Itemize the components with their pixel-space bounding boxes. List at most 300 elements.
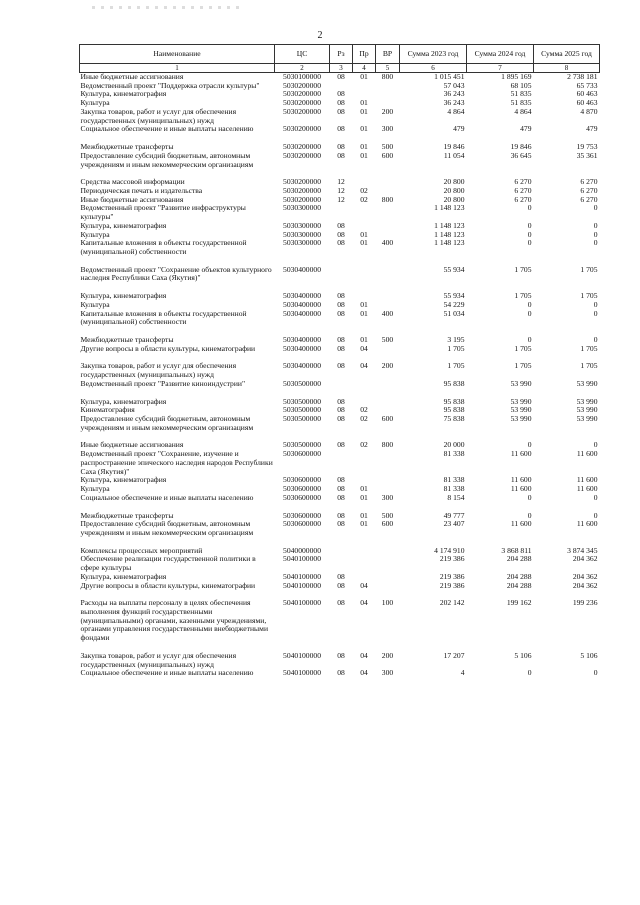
- cell-sum-2024: 0: [527, 220, 532, 230]
- cell-name: Предоставление субсидий бюджетным, автономным учреждениям и иным некоммерческим организациям: [80, 519, 254, 537]
- cell-sum-2025: 60 463: [576, 98, 598, 108]
- cell-sum-2025: 0: [593, 203, 598, 213]
- cell-sum-2025: 1 705: [580, 343, 598, 353]
- cell-vr: [376, 547, 400, 556]
- cell-sum-2023: 1 148 123: [434, 229, 465, 239]
- cell-name: Культура, кинематография: [80, 475, 167, 485]
- cell-sum-2025: 204 362: [572, 580, 598, 590]
- cell-sum-2024: 11 600: [510, 519, 532, 529]
- cell-rz: 08: [337, 106, 345, 116]
- cell-rz: 08: [337, 475, 345, 485]
- cell-sum-2024: 3 868 811: [501, 545, 532, 555]
- cell-sum-2023: 1 148 123: [434, 220, 465, 230]
- header-sum-2024: Сумма 2024 год: [467, 45, 534, 64]
- cell-sum-2023: 1 705: [447, 361, 465, 371]
- cell-sum-2023: 17 207: [443, 650, 465, 660]
- cell-name: Культура: [80, 229, 110, 239]
- cell-sum-2024: 53 990: [510, 378, 532, 388]
- cell-vr: [376, 573, 400, 582]
- table-row: [80, 652, 600, 669]
- cell-sum-2025: 65 733: [576, 80, 598, 90]
- cell-rz: [330, 380, 353, 389]
- cell-sum-2024: 204 288: [506, 580, 532, 590]
- cell-sum-2025: 0: [593, 492, 598, 502]
- cell-name: Капитальные вложения в объекты государственной (муниципальной) собственности: [80, 308, 247, 327]
- cell-sum-2025: 0: [593, 308, 598, 318]
- cell-name: Социальное обеспечение и иные выплаты населению: [80, 492, 254, 502]
- cell-pr: 04: [360, 343, 368, 353]
- cell-cs: 5030200000: [283, 194, 321, 204]
- cell-vr: [376, 380, 400, 389]
- cell-sum-2024: 1 705: [514, 291, 532, 301]
- cell-cs: 5030200000: [283, 177, 321, 187]
- cell-name: Ведомственный проект "Поддержка отрасли культуры": [80, 80, 260, 90]
- cell-pr: 04: [360, 598, 368, 608]
- cell-name: Иные бюджетные ассигнования: [80, 72, 184, 82]
- cell-sum-2023: 57 043: [443, 80, 465, 90]
- cell-sum-2023: 219 386: [439, 580, 465, 590]
- cell-sum-2024: 51 835: [510, 98, 532, 108]
- cell-vr: 200: [381, 650, 394, 660]
- cell-vr: 400: [381, 238, 394, 248]
- cell-rz: 08: [337, 124, 345, 134]
- cell-pr: 02: [360, 405, 368, 415]
- cell-name: Культура, кинематография: [80, 571, 167, 581]
- cell-rz: [330, 450, 353, 476]
- cell-cs: 5040100000: [283, 554, 321, 564]
- cell-cs: 5030200000: [283, 185, 321, 195]
- cell-sum-2025: 11 600: [576, 449, 598, 459]
- cell-name: Комплексы процессных мероприятий: [80, 545, 203, 555]
- cell-cs: 5030300000: [283, 238, 321, 248]
- cell-sum-2025: 3 874 345: [567, 545, 598, 555]
- table-body: [80, 73, 600, 678]
- cell-sum-2023: 1 148 123: [434, 203, 465, 213]
- cell-name: Культура: [80, 98, 110, 108]
- cell-cs: 5030200000: [283, 89, 321, 99]
- cell-sum-2023: 20 800: [443, 177, 465, 187]
- cell-sum-2025: 0: [593, 229, 598, 239]
- header-rz: Рз: [330, 45, 353, 64]
- cell-cs: 5030400000: [283, 343, 321, 353]
- budget-table-container: [79, 44, 599, 678]
- cell-rz: 08: [337, 220, 345, 230]
- cell-name: Периодическая печать и издательства: [80, 185, 203, 195]
- cell-sum-2024: 204 288: [506, 554, 532, 564]
- cell-pr: 01: [360, 229, 368, 239]
- cell-rz: 08: [337, 89, 345, 99]
- cell-sum-2023: 4 174 910: [434, 545, 465, 555]
- cell-name: Кинематография: [80, 405, 135, 415]
- cell-sum-2024: 51 835: [510, 89, 532, 99]
- cell-name: Закупка товаров, работ и услуг для обеспечения государственных (муниципальных) нужд: [80, 361, 237, 380]
- cell-sum-2025: 5 106: [580, 650, 598, 660]
- cell-cs: 5030400000: [283, 308, 321, 318]
- cell-sum-2023: 8 154: [447, 492, 465, 502]
- cell-pr: [353, 82, 376, 91]
- cell-vr: [376, 90, 400, 99]
- cell-cs: 5040100000: [283, 580, 321, 590]
- cell-rz: 08: [337, 361, 345, 371]
- cell-cs: 5040100000: [283, 650, 321, 660]
- cell-sum-2025: 2 738 181: [567, 72, 598, 82]
- cell-pr: 04: [360, 650, 368, 660]
- header-num-1: 1: [80, 64, 275, 73]
- cell-name: Культура: [80, 299, 110, 309]
- cell-sum-2025: 0: [593, 299, 598, 309]
- cell-sum-2023: 219 386: [439, 554, 465, 564]
- cell-pr: 04: [360, 668, 368, 678]
- table-row: [80, 266, 600, 283]
- cell-pr: [353, 204, 376, 221]
- header-sum-2025: Сумма 2025 год: [534, 45, 600, 64]
- header-num-3: 3: [330, 64, 353, 73]
- cell-name: Расходы на выплаты персоналу в целях обеспечения выполнения функций государственными (муниципальными) органами, казенными учреждениями, органами управления государственными внебюджетными фондами: [80, 598, 269, 643]
- cell-rz: 08: [337, 405, 345, 415]
- cell-vr: 600: [381, 414, 394, 424]
- cell-cs: 5030400000: [283, 291, 321, 301]
- cell-sum-2024: 0: [527, 335, 532, 345]
- cell-rz: 08: [337, 571, 345, 581]
- cell-sum-2024: 4 864: [514, 106, 532, 116]
- cell-rz: 08: [337, 150, 345, 160]
- cell-cs: 5030200000: [283, 106, 321, 116]
- cell-sum-2023: 95 838: [443, 405, 465, 415]
- table-row: [80, 582, 600, 591]
- cell-sum-2023: 3 195: [447, 335, 465, 345]
- cell-sum-2024: 0: [527, 510, 532, 520]
- cell-cs: 5030500000: [283, 440, 321, 450]
- cell-sum-2024: 53 990: [510, 405, 532, 415]
- cell-cs: 5030500000: [283, 405, 321, 415]
- cell-vr: 800: [381, 72, 394, 82]
- table-row: [80, 415, 600, 432]
- cell-cs: 5030500000: [283, 378, 321, 388]
- cell-rz: 08: [337, 519, 345, 529]
- cell-cs: 5030100000: [283, 72, 321, 82]
- cell-rz: 08: [337, 580, 345, 590]
- cell-cs: 5030400000: [283, 264, 321, 274]
- cell-rz: 12: [337, 177, 345, 187]
- cell-sum-2025: 19 753: [576, 142, 598, 152]
- cell-pr: 01: [360, 510, 368, 520]
- cell-sum-2024: 19 846: [510, 142, 532, 152]
- cell-vr: [376, 178, 400, 187]
- cell-sum-2025: 4 870: [580, 106, 598, 116]
- cell-sum-2024: 11 600: [510, 475, 532, 485]
- cell-name: Межбюджетные трансферты: [80, 142, 174, 152]
- cell-sum-2025: 53 990: [576, 405, 598, 415]
- cell-rz: 08: [337, 229, 345, 239]
- cell-vr: 800: [381, 440, 394, 450]
- cell-pr: 01: [360, 299, 368, 309]
- cell-sum-2023: 75 838: [443, 414, 465, 424]
- table-row: [80, 345, 600, 354]
- cell-sum-2024: 1 895 169: [501, 72, 532, 82]
- cell-sum-2025: 0: [593, 510, 598, 520]
- cell-vr: 400: [381, 308, 394, 318]
- cell-cs: 5040100000: [283, 668, 321, 678]
- cell-sum-2024: 0: [527, 299, 532, 309]
- cell-vr: [376, 82, 400, 91]
- cell-sum-2024: 68 105: [510, 80, 532, 90]
- cell-vr: 100: [381, 598, 394, 608]
- cell-pr: [353, 266, 376, 283]
- cell-vr: 600: [381, 150, 394, 160]
- cell-sum-2023: 55 934: [443, 264, 465, 274]
- cell-pr: [353, 450, 376, 476]
- cell-cs: 5030500000: [283, 414, 321, 424]
- cell-sum-2024: 0: [527, 308, 532, 318]
- cell-cs: 5030300000: [283, 220, 321, 230]
- cell-rz: 08: [337, 440, 345, 450]
- cell-cs: 5030600000: [283, 475, 321, 485]
- header-vr: ВР: [376, 45, 400, 64]
- cell-rz: 08: [337, 308, 345, 318]
- cell-sum-2024: 11 600: [510, 484, 532, 494]
- cell-sum-2025: 1 705: [580, 361, 598, 371]
- table-row: [80, 555, 600, 572]
- cell-sum-2023: 55 934: [443, 291, 465, 301]
- cell-vr: [376, 222, 400, 231]
- cell-pr: 04: [360, 361, 368, 371]
- cell-name: Культура, кинематография: [80, 89, 167, 99]
- header-num-5: 5: [376, 64, 400, 73]
- header-cs: ЦС: [275, 45, 330, 64]
- header-name: Наименование: [80, 45, 275, 64]
- cell-sum-2025: 53 990: [576, 414, 598, 424]
- cell-pr: 01: [360, 484, 368, 494]
- cell-vr: 500: [381, 510, 394, 520]
- cell-sum-2024: 0: [527, 492, 532, 502]
- cell-cs: 5030200000: [283, 124, 321, 134]
- page-number: 2: [317, 30, 323, 41]
- cell-rz: [330, 266, 353, 283]
- cell-cs: 5030200000: [283, 80, 321, 90]
- cell-sum-2023: 95 838: [443, 396, 465, 406]
- cell-sum-2025: 6 270: [580, 185, 598, 195]
- cell-cs: 5030200000: [283, 98, 321, 108]
- cell-sum-2025: 1 705: [580, 291, 598, 301]
- cell-sum-2024: 53 990: [510, 414, 532, 424]
- cell-sum-2024: 0: [527, 229, 532, 239]
- cell-pr: 01: [360, 150, 368, 160]
- cell-sum-2023: 23 407: [443, 519, 465, 529]
- cell-sum-2025: 204 362: [572, 554, 598, 564]
- cell-sum-2024: 6 270: [514, 177, 532, 187]
- cell-sum-2025: 6 270: [580, 177, 598, 187]
- cell-pr: 01: [360, 106, 368, 116]
- table-row: [80, 204, 600, 221]
- cell-sum-2024: 5 106: [514, 650, 532, 660]
- cell-rz: 08: [337, 142, 345, 152]
- cell-rz: 08: [337, 396, 345, 406]
- cell-sum-2023: 1 705: [447, 343, 465, 353]
- cell-vr: [376, 450, 400, 476]
- cell-sum-2025: 1 705: [580, 264, 598, 274]
- cell-sum-2023: 51 034: [443, 308, 465, 318]
- cell-sum-2023: 4: [460, 668, 465, 678]
- cell-sum-2025: 0: [593, 440, 598, 450]
- cell-sum-2025: 0: [593, 238, 598, 248]
- cell-sum-2025: 53 990: [576, 396, 598, 406]
- cell-rz: 08: [337, 343, 345, 353]
- cell-pr: 01: [360, 124, 368, 134]
- cell-name: Другие вопросы в области культуры, кинематографии: [80, 343, 256, 353]
- cell-sum-2024: 1 705: [514, 264, 532, 274]
- table-row: [80, 520, 600, 537]
- cell-name: Культура, кинематография: [80, 396, 167, 406]
- table-row: [80, 599, 600, 643]
- table-header: [80, 45, 600, 73]
- cell-name: Закупка товаров, работ и услуг для обеспечения государственных (муниципальных) нужд: [80, 106, 237, 125]
- cell-rz: 12: [337, 185, 345, 195]
- cell-name: Межбюджетные трансферты: [80, 335, 174, 345]
- header-num-6: 6: [400, 64, 467, 73]
- cell-vr: [376, 582, 400, 591]
- cell-rz: 08: [337, 598, 345, 608]
- cell-rz: 08: [337, 335, 345, 345]
- cell-sum-2024: 1 705: [514, 361, 532, 371]
- cell-rz: 08: [337, 414, 345, 424]
- cell-rz: 08: [337, 650, 345, 660]
- cell-name: Социальное обеспечение и иные выплаты населению: [80, 668, 254, 678]
- cell-sum-2023: 81 338: [443, 449, 465, 459]
- cell-pr: 02: [360, 185, 368, 195]
- header-num-4: 4: [353, 64, 376, 73]
- cell-sum-2024: 204 288: [506, 571, 532, 581]
- cell-sum-2023: 36 243: [443, 98, 465, 108]
- cell-rz: [330, 555, 353, 572]
- cell-name: Иные бюджетные ассигнования: [80, 194, 184, 204]
- cell-cs: 5030400000: [283, 335, 321, 345]
- cell-pr: 01: [360, 238, 368, 248]
- cell-name: Иные бюджетные ассигнования: [80, 440, 184, 450]
- cell-sum-2024: 0: [527, 203, 532, 213]
- cell-name: Социальное обеспечение и иные выплаты населению: [80, 124, 254, 134]
- cell-sum-2023: 1 015 451: [434, 72, 465, 82]
- cell-vr: 600: [381, 519, 394, 529]
- cell-cs: 5030200000: [283, 142, 321, 152]
- table-row: [80, 125, 600, 134]
- cell-cs: 5030600000: [283, 510, 321, 520]
- cell-cs: 5030600000: [283, 449, 321, 459]
- cell-sum-2023: 19 846: [443, 142, 465, 152]
- cell-cs: 5030300000: [283, 203, 321, 213]
- cell-vr: [376, 555, 400, 572]
- cell-pr: 01: [360, 492, 368, 502]
- cell-pr: [353, 555, 376, 572]
- cell-vr: 300: [381, 124, 394, 134]
- table-row: [80, 362, 600, 379]
- cell-cs: 5030600000: [283, 492, 321, 502]
- header-num-7: 7: [467, 64, 534, 73]
- cell-sum-2025: 0: [593, 335, 598, 345]
- cell-sum-2025: 60 463: [576, 89, 598, 99]
- cell-vr: 200: [381, 106, 394, 116]
- cell-rz: [330, 547, 353, 556]
- cell-rz: 08: [337, 668, 345, 678]
- cell-vr: [376, 345, 400, 354]
- cell-vr: [376, 398, 400, 407]
- header-num-2: 2: [275, 64, 330, 73]
- cell-rz: 08: [337, 238, 345, 248]
- cell-cs: 5030300000: [283, 229, 321, 239]
- table-row: [80, 380, 600, 389]
- cell-cs: 5030400000: [283, 299, 321, 309]
- cell-vr: 300: [381, 492, 394, 502]
- cell-name: Ведомственный проект "Сохранение объектов культурного наследия Республики Саха (Якутия)": [80, 264, 272, 283]
- cell-sum-2023: 479: [453, 124, 465, 134]
- cell-sum-2023: 81 338: [443, 475, 465, 485]
- cell-sum-2023: 20 000: [443, 440, 465, 450]
- cell-sum-2023: 219 386: [439, 571, 465, 581]
- table-row: [80, 310, 600, 327]
- cell-name: Культура: [80, 484, 110, 494]
- cell-cs: 5040100000: [283, 571, 321, 581]
- cell-rz: [330, 204, 353, 221]
- cell-cs: 5030200000: [283, 150, 321, 160]
- cell-name: Ведомственный проект "Развитие киноиндустрии": [80, 378, 246, 388]
- table-row: [80, 108, 600, 125]
- cell-sum-2025: 204 362: [572, 571, 598, 581]
- cell-sum-2025: 0: [593, 220, 598, 230]
- table-row: [80, 669, 600, 678]
- cell-sum-2023: 1 148 123: [434, 238, 465, 248]
- cell-sum-2024: 53 990: [510, 396, 532, 406]
- cell-pr: 01: [360, 519, 368, 529]
- cell-name: Межбюджетные трансферты: [80, 510, 174, 520]
- scan-artifact: [92, 6, 242, 9]
- cell-pr: 04: [360, 580, 368, 590]
- table-row: [80, 494, 600, 503]
- cell-sum-2024: 36 645: [510, 150, 532, 160]
- cell-pr: 01: [360, 308, 368, 318]
- cell-name: Ведомственный проект "Сохранение, изучение и распространение эпического наследия народов Республики Саха (Якутия)": [80, 449, 273, 476]
- cell-sum-2025: 6 270: [580, 194, 598, 204]
- cell-vr: 300: [381, 668, 394, 678]
- cell-vr: [376, 266, 400, 283]
- cell-sum-2025: 35 361: [576, 150, 598, 160]
- cell-vr: [376, 292, 400, 301]
- cell-vr: [376, 476, 400, 485]
- cell-sum-2023: 20 800: [443, 185, 465, 195]
- header-num-8: 8: [534, 64, 600, 73]
- cell-name: Обеспечение реализации государственной политики в сфере культуры: [80, 554, 256, 573]
- cell-rz: 08: [337, 299, 345, 309]
- cell-vr: [376, 204, 400, 221]
- cell-cs: 5030600000: [283, 519, 321, 529]
- cell-pr: 01: [360, 72, 368, 82]
- cell-sum-2023: 11 054: [443, 150, 465, 160]
- budget-table: [79, 44, 600, 678]
- cell-pr: 02: [360, 194, 368, 204]
- cell-sum-2024: 0: [527, 238, 532, 248]
- cell-pr: [353, 547, 376, 556]
- cell-name: Предоставление субсидий бюджетным, автономным учреждениям и иным некоммерческим организациям: [80, 150, 254, 169]
- cell-sum-2023: 81 338: [443, 484, 465, 494]
- cell-cs: 5040000000: [283, 545, 321, 555]
- cell-vr: 500: [381, 335, 394, 345]
- cell-cs: 5030500000: [283, 396, 321, 406]
- cell-pr: 02: [360, 414, 368, 424]
- cell-vr: 200: [381, 361, 394, 371]
- table-row: [80, 450, 600, 476]
- cell-rz: 08: [337, 492, 345, 502]
- cell-name: Закупка товаров, работ и услуг для обеспечения государственных (муниципальных) нужд: [80, 650, 237, 669]
- cell-sum-2024: 0: [527, 668, 532, 678]
- cell-sum-2024: 6 270: [514, 194, 532, 204]
